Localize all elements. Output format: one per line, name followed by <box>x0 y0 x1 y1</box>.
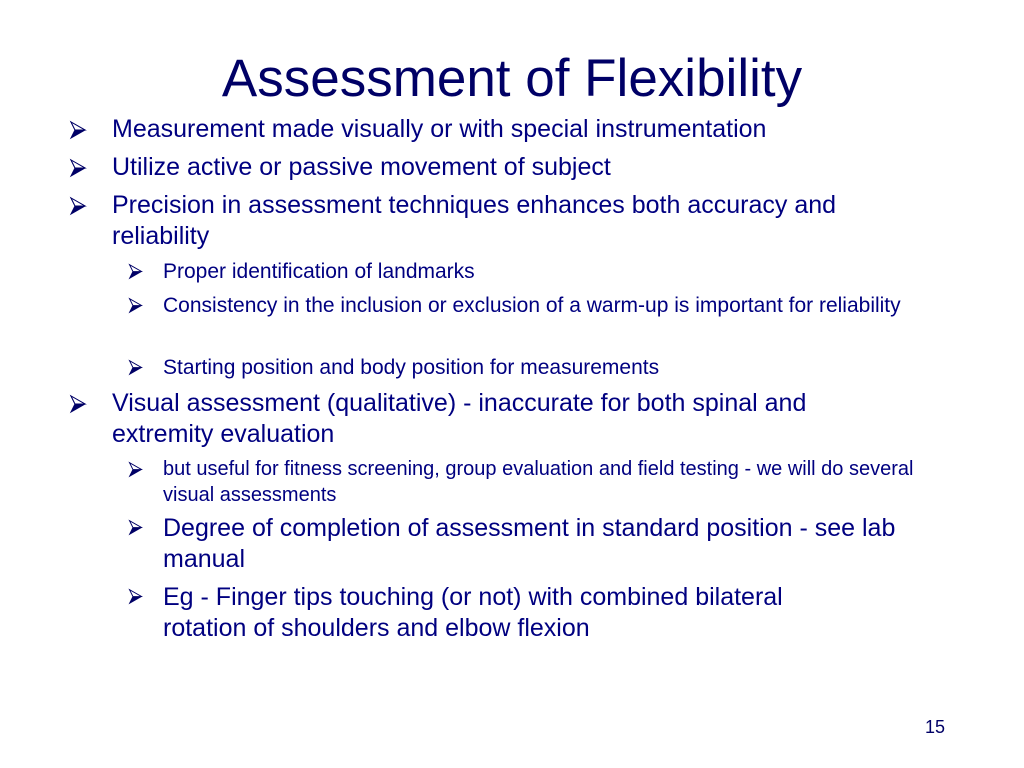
bullet-text: Degree of completion of assessment in standard position - see lab manual <box>163 514 896 573</box>
bullet-text: Eg - Finger tips touching (or not) with combined bilateral rotation of shoulders and elbow flexion <box>163 583 783 642</box>
bullet-text: Measurement made visually or with special instrumentation <box>112 115 767 143</box>
sub-bullet-item <box>163 582 863 644</box>
arrow-bullet-icon <box>68 196 88 216</box>
bullet-item <box>112 388 912 450</box>
bullet-text: Proper identification of landmarks <box>163 260 475 283</box>
arrow-bullet-icon <box>68 120 88 140</box>
sub-bullet-item <box>163 292 928 319</box>
sub-bullet-item <box>163 258 933 285</box>
arrow-bullet-icon <box>68 158 88 178</box>
bullet-item <box>112 114 912 145</box>
arrow-bullet-icon <box>127 588 144 605</box>
arrow-bullet-icon <box>127 263 144 280</box>
bullet-text: Starting position and body position for measurements <box>163 356 660 379</box>
arrow-bullet-icon <box>68 394 88 414</box>
slide-title: Assessment of Flexibility <box>221 49 803 108</box>
arrow-bullet-icon <box>127 297 144 314</box>
bullet-text: Precision in assessment techniques enhances both accuracy and reliability <box>112 191 837 250</box>
bullet-text: Consistency in the inclusion or exclusion of a warm-up is important for reliability <box>163 294 901 317</box>
bullet-text: Visual assessment (qualitative) - inaccurate for both spinal and extremity evaluation <box>112 389 807 448</box>
arrow-bullet-icon <box>127 359 144 376</box>
bullet-item <box>112 152 912 183</box>
sub-bullet-item <box>163 513 908 575</box>
sub-bullet-item <box>163 456 923 508</box>
bullet-item <box>112 190 892 252</box>
bullet-text: but useful for fitness screening, group evaluation and field testing - we will do several visual assessments <box>163 458 914 506</box>
page-number: 15 <box>924 717 945 737</box>
arrow-bullet-icon <box>127 519 144 536</box>
arrow-bullet-icon <box>127 461 144 478</box>
sub-bullet-item <box>163 354 933 381</box>
bullet-text: Utilize active or passive movement of subject <box>112 153 611 181</box>
